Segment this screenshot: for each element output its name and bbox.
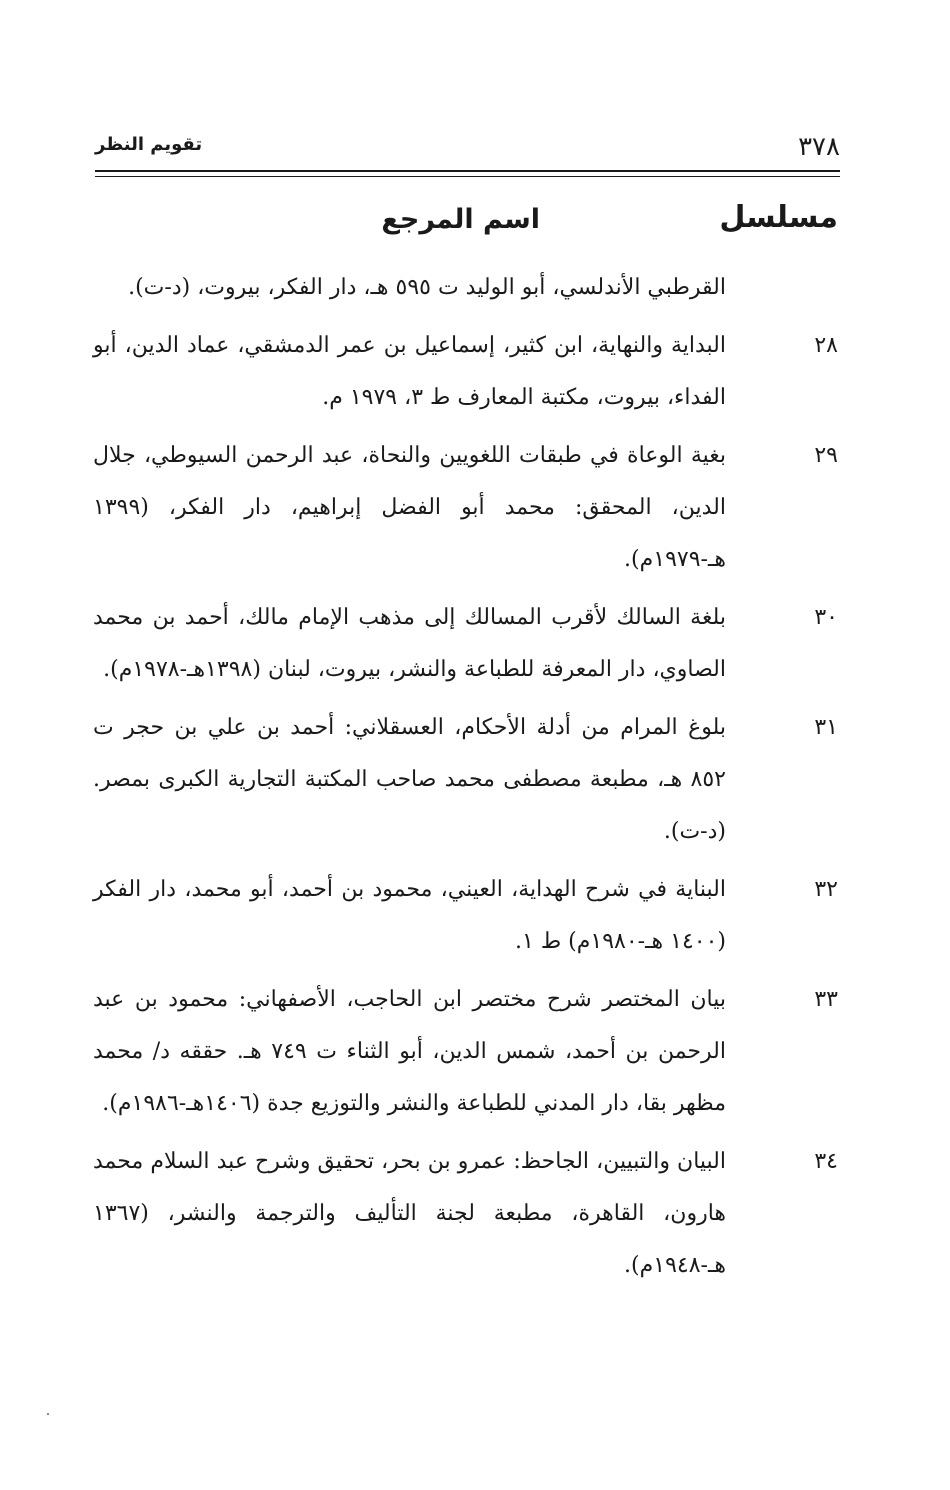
- entry-number: ٢٩: [814, 443, 838, 468]
- entry-number: ٣١: [814, 715, 838, 740]
- entry-text: بلغة السالك لأقرب المسالك إلى مذهب الإمام مالك، أحمد بن محمد الصاوي، دار المعرفة للطباعة والنشر، بيروت، لبنان (١٣٩٨هـ-١٩٧٨م).: [93, 605, 726, 682]
- entry-number: ٣٣: [814, 987, 838, 1012]
- entry-text: بلوغ المرام من أدلة الأحكام، العسقلاني: أحمد بن علي بن حجر ت ٨٥٢ هـ، مطبعة مصطفى محمد صاحب المكتبة التجارية الكبرى بمصر. (د-ت).: [93, 715, 726, 844]
- reference-entry: [93, 262, 838, 314]
- scan-speck: [47, 1413, 49, 1415]
- reference-entry: [93, 1136, 838, 1292]
- reference-entry: [93, 592, 838, 696]
- entry-text: البناية في شرح الهداية، العيني، محمود بن أحمد، أبو محمد، دار الفكر (١٤٠٠ هـ-١٩٨٠م) ط ١.: [93, 877, 726, 954]
- reference-entry: [93, 974, 838, 1130]
- entry-text: بغية الوعاة في طبقات اللغويين والنحاة، عبد الرحمن السيوطي، جلال الدين، المحقق: محمد أبو الفضل إبراهيم، دار الفكر، (١٣٩٩ هـ-١٩٧٩م).: [93, 443, 726, 572]
- running-header: [95, 128, 840, 168]
- page-number: ٣٧٨: [798, 132, 840, 162]
- reference-entry: [93, 320, 838, 424]
- column-heading-reference: اسم المرجع: [381, 204, 540, 235]
- entry-text: القرطبي الأندلسي، أبو الوليد ت ٥٩٥ هـ، دار الفكر، بيروت، (د-ت).: [128, 275, 726, 300]
- entry-number: ٣٢: [814, 877, 838, 902]
- entry-text: البيان والتبيين، الجاحظ: عمرو بن بحر، تحقيق وشرح عبد السلام محمد هارون، القاهرة، مطبعة لجنة التأليف والترجمة والنشر، (١٣٦٧ هـ-١٩٤٨م).: [93, 1149, 726, 1278]
- entry-number: ٣٤: [814, 1149, 838, 1174]
- reference-entry: [93, 430, 838, 586]
- reference-list: [93, 262, 838, 1298]
- entry-number: ٣٠: [814, 605, 838, 630]
- reference-entry: [93, 702, 838, 858]
- entry-text: بيان المختصر شرح مختصر ابن الحاجب، الأصفهاني: محمود بن عبد الرحمن بن أحمد، شمس الدين، أبو الثناء ت ٧٤٩ هـ. حققه د/ محمد مظهر بقا، دار المدني للطباعة والنشر والتوزيع جدة (١٤٠٦هـ-١٩٨٦م).: [93, 987, 726, 1116]
- column-heading-serial: مسلسل: [719, 200, 838, 235]
- reference-entry: [93, 864, 838, 968]
- entry-text: البداية والنهاية، ابن كثير، إسماعيل بن عمر الدمشقي، عماد الدين، أبو الفداء، بيروت، مكتبة المعارف ط ٣، ١٩٧٩ م.: [93, 333, 726, 410]
- entry-number: ٢٨: [814, 333, 838, 358]
- header-rule-thick: [95, 170, 840, 172]
- book-title: تقويم النظر: [95, 134, 203, 155]
- header-rule-thin: [95, 176, 840, 177]
